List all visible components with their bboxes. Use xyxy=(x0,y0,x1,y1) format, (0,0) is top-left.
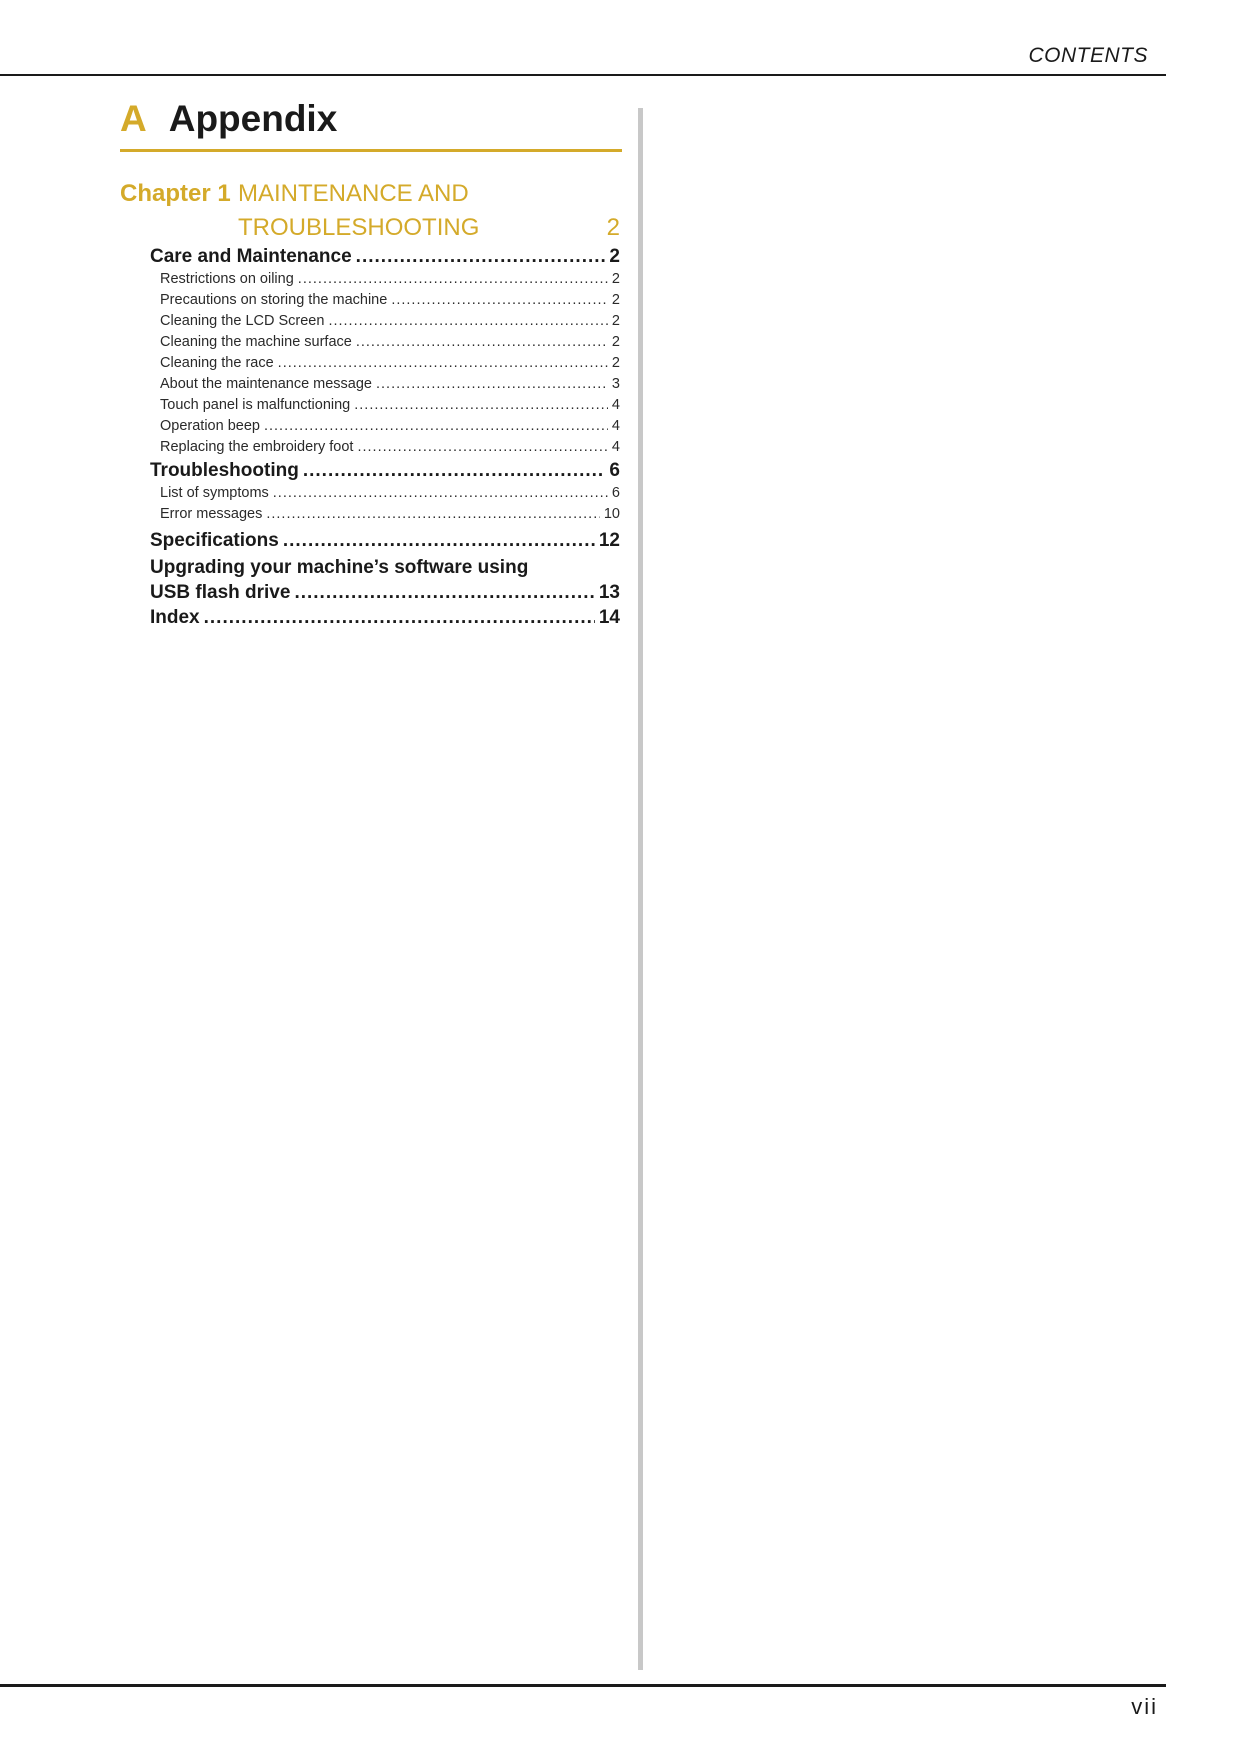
toc-subentry[interactable] xyxy=(150,504,620,525)
leader-dots xyxy=(303,458,606,483)
toc-entry-specifications[interactable] xyxy=(150,528,620,553)
toc-entry-title: Care and Maintenance xyxy=(150,246,352,267)
toc-subentry-page: 2 xyxy=(611,313,620,329)
toc-subentry[interactable] xyxy=(150,269,620,290)
toc-subentry-page: 2 xyxy=(611,334,620,350)
toc-subentry[interactable] xyxy=(150,374,620,395)
toc-subentry-page: 4 xyxy=(611,418,620,434)
toc-entry-index[interactable] xyxy=(150,605,620,630)
leader-dots xyxy=(356,332,608,353)
toc-subentry-title: Replacing the embroidery foot xyxy=(160,439,354,455)
appendix-title xyxy=(120,98,620,140)
toc-entry-page: 2 xyxy=(609,246,620,267)
toc-subentry[interactable] xyxy=(150,395,620,416)
chapter-heading[interactable] xyxy=(120,180,622,242)
toc-subentry[interactable] xyxy=(150,483,620,504)
chapter-title-line1: MAINTENANCE AND xyxy=(238,180,469,207)
toc-subentry[interactable] xyxy=(150,311,620,332)
toc-subentry[interactable] xyxy=(150,290,620,311)
toc-subentry-page: 4 xyxy=(611,397,620,413)
leader-dots xyxy=(328,311,607,332)
header-rule xyxy=(0,74,1166,76)
leader-dots xyxy=(264,416,608,437)
toc-subentry[interactable] xyxy=(150,332,620,353)
toc-subentry-title: Cleaning the LCD Screen xyxy=(160,313,325,329)
leader-dots xyxy=(376,374,608,395)
appendix-title-text: Appendix xyxy=(168,98,338,139)
toc-subentry-page: 2 xyxy=(611,355,620,371)
toc-subentry-page: 10 xyxy=(603,506,620,522)
toc-subentry-title: Touch panel is malfunctioning xyxy=(160,397,351,413)
toc-entry-page: 6 xyxy=(609,460,620,481)
toc-entry-page: 12 xyxy=(598,530,620,551)
leader-dots xyxy=(266,504,600,525)
leader-dots xyxy=(357,437,607,458)
toc-subentry-title: About the maintenance message xyxy=(160,376,372,392)
chapter-page: 2 xyxy=(606,214,620,241)
toc-entry-title: Specifications xyxy=(150,530,279,551)
toc-entry-title: USB flash drive xyxy=(150,582,291,603)
toc-subentry[interactable] xyxy=(150,437,620,458)
toc-subentry-page: 2 xyxy=(611,292,620,308)
footer-rule xyxy=(0,1684,1166,1687)
page-number: vii xyxy=(1131,1694,1158,1719)
toc-subentry-title: Error messages xyxy=(160,506,263,522)
appendix-letter: A xyxy=(120,98,147,139)
leader-dots xyxy=(204,605,595,630)
toc-entry-title: Index xyxy=(150,607,200,628)
toc-subentry-title: Operation beep xyxy=(160,418,260,434)
leader-dots xyxy=(278,353,608,374)
toc-subentry-page: 2 xyxy=(611,271,620,287)
column-divider xyxy=(638,108,643,1670)
toc-subentry[interactable] xyxy=(150,416,620,437)
toc-entry-page: 14 xyxy=(598,607,620,628)
toc-subentry[interactable] xyxy=(150,353,620,374)
toc-entry-upgrading-line1[interactable]: Upgrading your machine’s software using xyxy=(150,557,529,578)
toc-entry-upgrading[interactable] xyxy=(150,580,620,605)
toc-subentry-title: Cleaning the race xyxy=(160,355,274,371)
toc-subentry-page: 4 xyxy=(611,439,620,455)
leader-dots xyxy=(356,244,606,269)
toc-subentry-page: 3 xyxy=(611,376,620,392)
toc-entry-troubleshooting[interactable] xyxy=(150,458,620,483)
leader-dots xyxy=(298,269,608,290)
leader-dots xyxy=(294,580,594,605)
toc-subentry-title: Restrictions on oiling xyxy=(160,271,294,287)
toc-entry-care-and-maintenance[interactable] xyxy=(150,244,620,269)
toc-subentry-page: 6 xyxy=(611,485,620,501)
chapter-title-line2: TROUBLESHOOTING xyxy=(238,214,480,241)
chapter-label: Chapter 1 xyxy=(120,180,231,207)
table-of-contents xyxy=(150,244,620,630)
toc-subentry-title: Cleaning the machine surface xyxy=(160,334,352,350)
toc-subentry-title: Precautions on storing the machine xyxy=(160,292,388,308)
title-rule xyxy=(120,149,622,152)
toc-entry-title: Troubleshooting xyxy=(150,460,299,481)
running-header: CONTENTS xyxy=(1028,44,1148,67)
leader-dots xyxy=(391,290,608,311)
toc-entry-page: 13 xyxy=(598,582,620,603)
leader-dots xyxy=(283,528,595,553)
leader-dots xyxy=(354,395,608,416)
toc-subentry-title: List of symptoms xyxy=(160,485,269,501)
leader-dots xyxy=(273,483,608,504)
